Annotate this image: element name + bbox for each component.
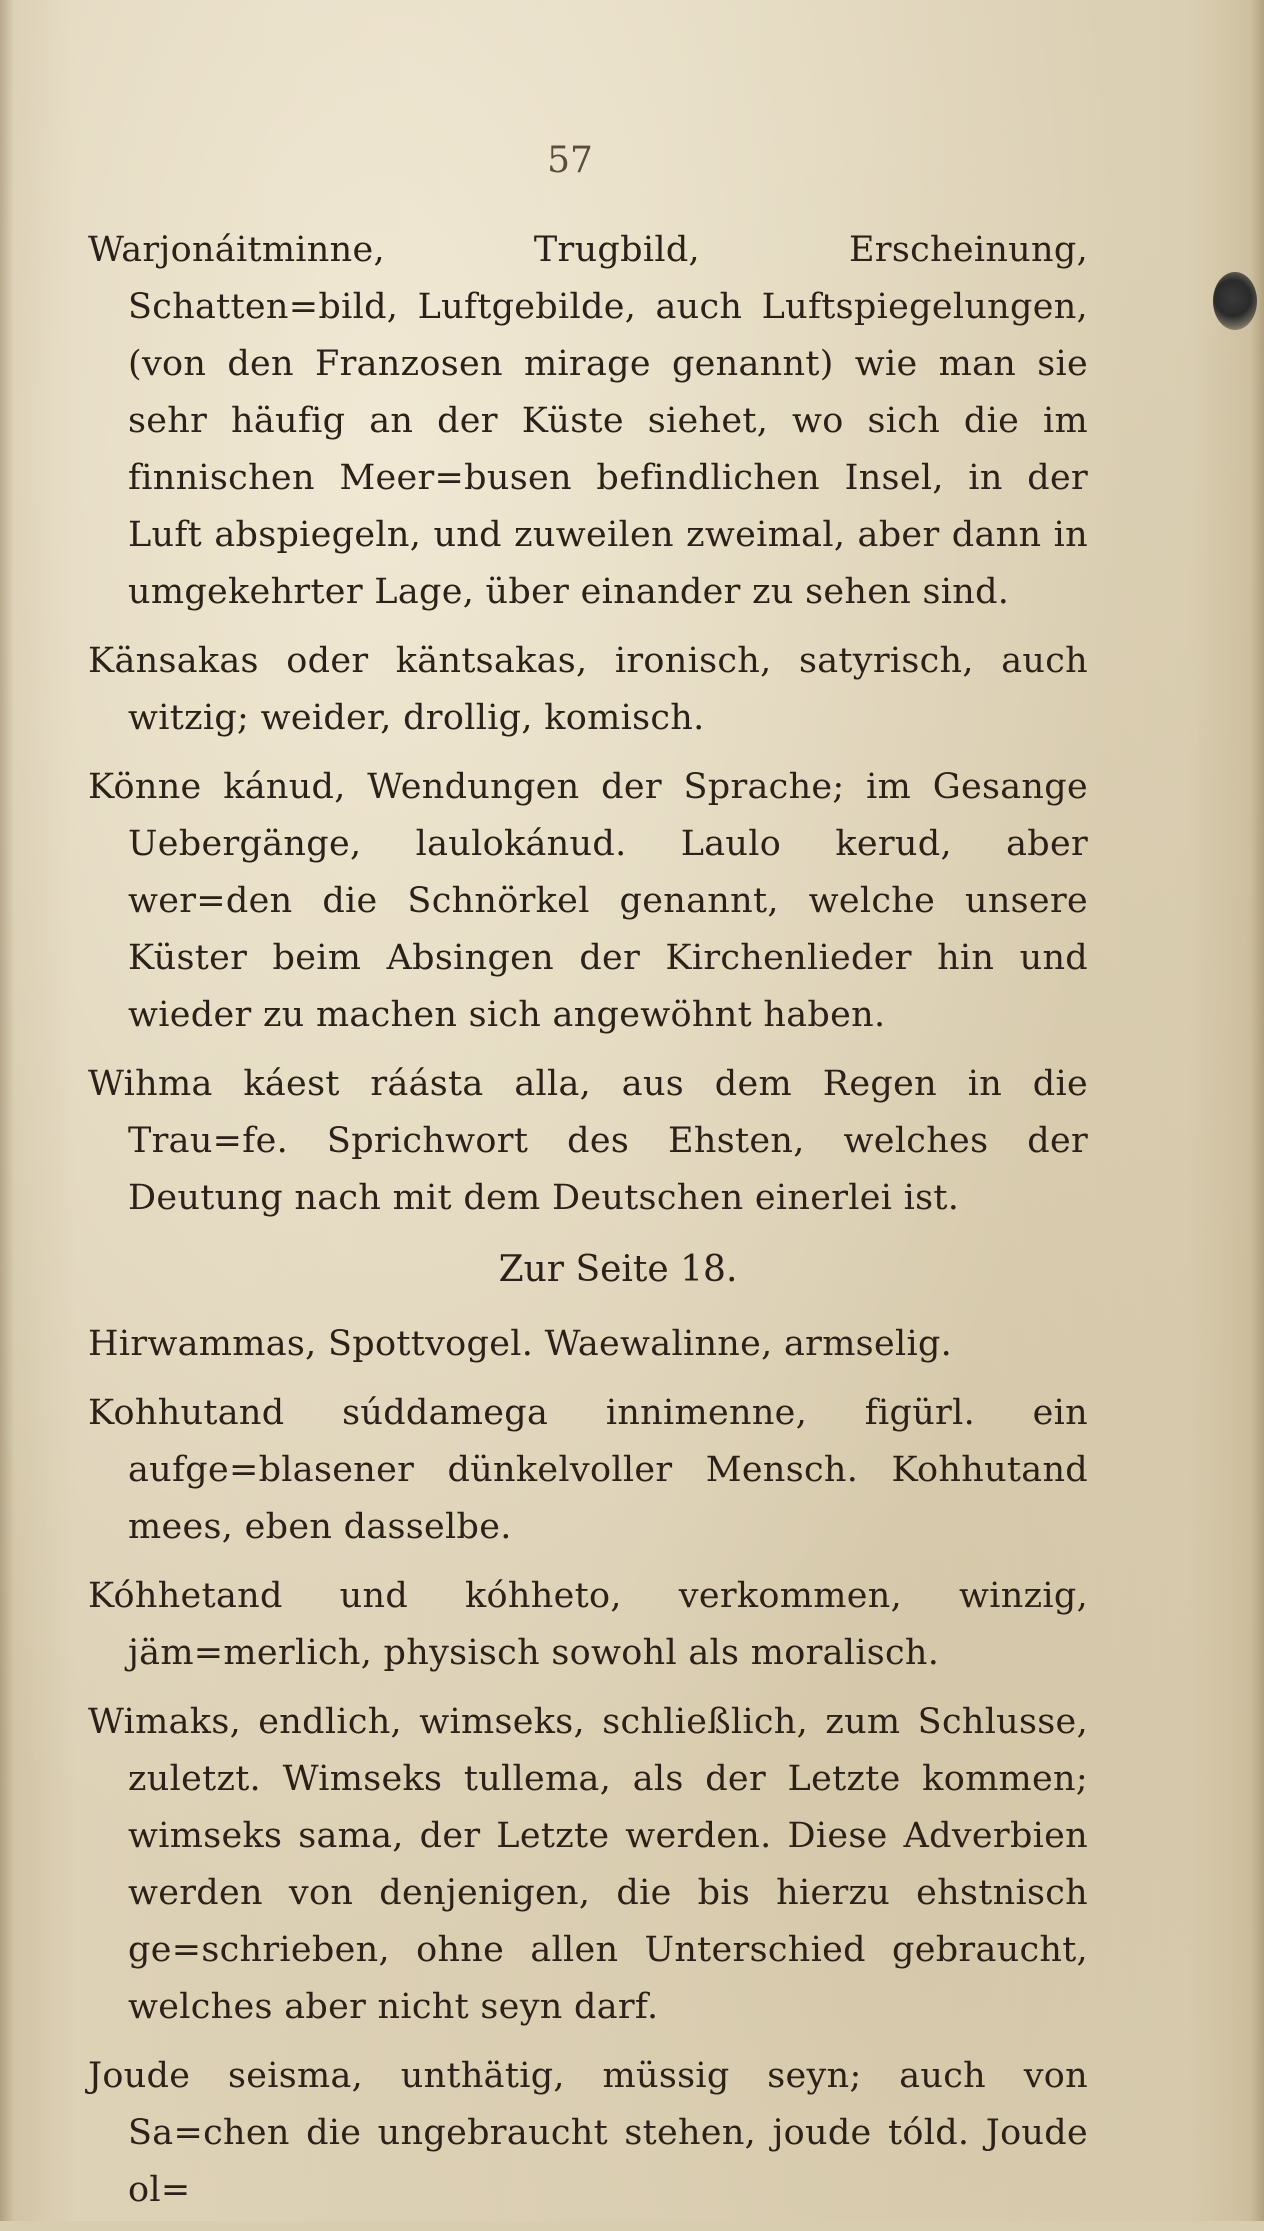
dictionary-entry: Känsakas oder käntsakas, ironisch, satyrisch, auch witzig; weider, drollig, komisch. <box>88 641 1088 738</box>
dictionary-entry: Joude seisma, unthätig, müssig seyn; auch von Sa=chen die ungebraucht stehen, joude tóld. Joude ol= <box>88 2056 1088 2210</box>
dictionary-entry: Warjonáitminne, Trugbild, Erscheinung, Schatten=bild, Luftgebilde, auch Luftspiegelungen, (von den Franzosen mirage genannt) wie man sie sehr häufig an der Küste siehet, wo sich die im finnischen Meer=busen befindlichen Insel, in der Luft abspiegeln, und zuweilen zweimal, aber dann in umgekehrter Lage, über einander zu sehen sind. <box>88 230 1088 612</box>
dictionary-entry: Hirwammas, Spottvogel. Waewalinne, armselig. <box>88 1324 953 1364</box>
section-heading: Zur Seite 18. <box>498 1249 738 1290</box>
dictionary-entry: Wihma káest ráásta alla, aus dem Regen in die Trau=fe. Sprichwort des Ehsten, welches der Deutung nach mit dem Deutschen einerlei ist. <box>88 1064 1088 1218</box>
dictionary-entry: Kóhhetand und kóhheto, verkommen, winzig, jäm=merlich, physisch sowohl als moralisch. <box>88 1576 1088 1673</box>
page-number: 57 <box>547 140 593 181</box>
page-content <box>88 222 1088 2231</box>
page-edge-left <box>0 0 14 2221</box>
page-edge-right <box>1250 0 1264 2221</box>
dictionary-entry: Könne kánud, Wendungen der Sprache; im Gesange Uebergänge, laulokánud. Laulo kerud, aber wer=den die Schnörkel genannt, welche unsere Küster beim Absingen der Kirchenlieder hin und wieder zu machen sich angewöhnt haben. <box>88 767 1088 1035</box>
dictionary-entry: Kohhutand súddamega innimenne, figürl. ein aufge=blasener dünkelvoller Mensch. Kohhutand mees, eben dasselbe. <box>88 1393 1088 1547</box>
dictionary-entry: Wimaks, endlich, wimseks, schließlich, zum Schlusse, zuletzt. Wimseks tullema, als der Letzte kommen; wimseks sama, der Letzte werden. Diese Adverbien werden von denjenigen, die bis hierzu ehstnisch ge=schrieben, ohne allen Unterschied gebraucht, welches aber nicht seyn darf. <box>88 1702 1088 2027</box>
ink-stain <box>1213 272 1257 330</box>
